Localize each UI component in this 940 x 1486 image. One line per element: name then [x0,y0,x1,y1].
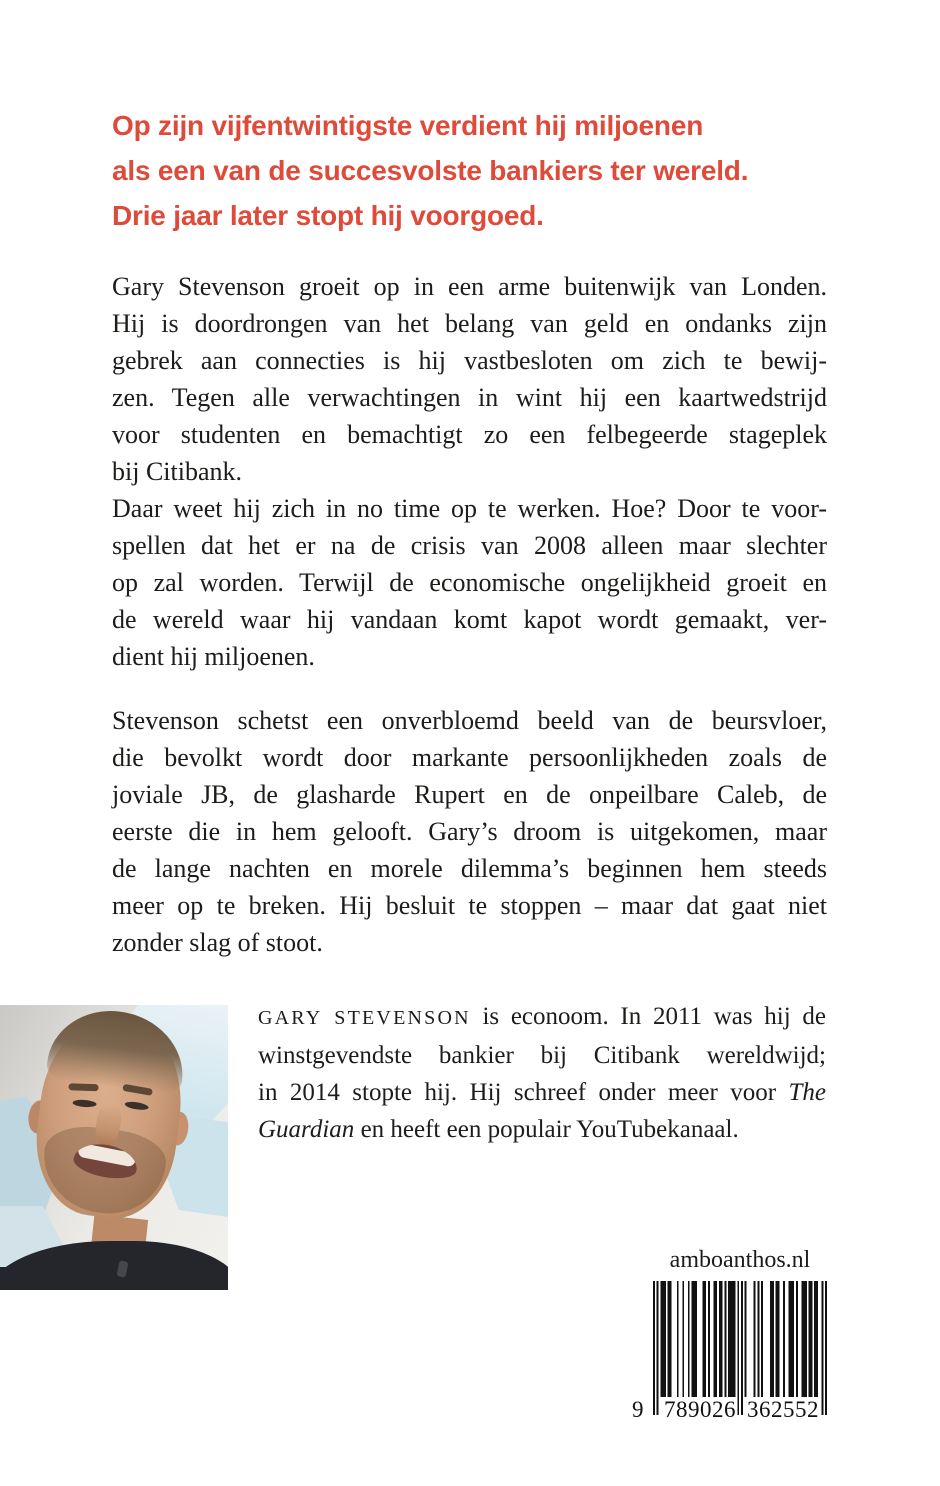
text-line: spellen dat het er na de crisis van 2008 alleen maar slechter [112,531,827,560]
headline-line: Drie jaar later stopt hij voorgoed. [112,200,544,231]
author-name: GARY STEVENSON [258,1007,471,1029]
synopsis [112,268,827,961]
text-line: Stevenson schetst een onverbloemd beeld van de beursvloer, [112,706,827,735]
text-line: gebrek aan connecties is hij vastbesloten om zich te bewij- [112,346,827,375]
text-line: die bevolkt wordt door markante persoonlijkheden zoals de [112,743,827,772]
photo-shirt [0,1267,228,1290]
author-photo [0,1005,228,1290]
barcode-digit-group: 789026 [664,1397,736,1422]
publisher-website: amboanthos.nl [669,1247,811,1273]
headline [112,103,872,238]
synopsis-paragraph [112,490,827,675]
bio-line [258,1111,826,1148]
barcode-digit-group: 362552 [747,1397,819,1422]
bio-text: en heeft een populair YouTubekanaal. [354,1116,739,1143]
text-line: Daar weet hij zich in no time op te werken. Hoe? Door te voor- [112,494,827,523]
headline-line: Op zijn vijfentwintigste verdient hij miljoenen [112,110,704,141]
bio-line [258,998,826,1037]
text-line: Gary Stevenson groeit op in een arme buitenwijk van Londen. [112,272,827,301]
bio-line [258,1037,826,1074]
text-line: zonder slag of stoot. [112,928,323,957]
bio-text: The [788,1079,826,1106]
synopsis-paragraph [112,268,827,490]
text-line: zen. Tegen alle verwachtingen in wint hij een kaartwedstrijd [112,383,827,412]
barcode-bars [653,1281,827,1415]
bio-text: Guardian [258,1116,355,1143]
text-line: eerste die in hem gelooft. Gary’s droom is uitgekomen, maar [112,817,827,846]
photo-eyebrow [68,1083,98,1091]
headline-line: als een van de succesvolste bankiers ter wereld. [112,155,749,186]
text-line: bij Citibank. [112,457,242,486]
barcode-digit-lead: 9 [632,1397,644,1422]
barcode-ean13 [632,1281,827,1426]
text-line: dient hij miljoenen. [112,642,315,671]
bio-text: in 2014 stopte hij. Hij schreef onder meer voor [258,1079,789,1106]
photo-head [15,1005,202,1250]
text-line: de wereld waar hij vandaan komt kapot wordt gemaakt, ver- [112,605,827,634]
text-line: joviale JB, de glasharde Rupert en de onpeilbare Caleb, de [112,780,827,809]
bio-text: is econoom. In 2011 was hij de [470,1003,826,1030]
synopsis-paragraph [112,702,827,961]
bio-text: winstgevendste bankier bij Citibank wereldwijd; [258,1042,826,1069]
text-line: Hij is doordrongen van het belang van geld en ondanks zijn [112,309,827,338]
bio [258,998,826,1148]
text-line: voor studenten en bemachtigt zo een felbegeerde stageplek [112,420,827,449]
bio-line [258,1074,826,1111]
text-line: de lange nachten en morele dilemma’s beginnen hem steeds [112,854,827,883]
text-line: meer op te breken. Hij besluit te stoppen – maar dat gaat niet [112,891,827,920]
text-line: op zal worden. Terwijl de economische ongelijkheid groeit en [112,568,827,597]
